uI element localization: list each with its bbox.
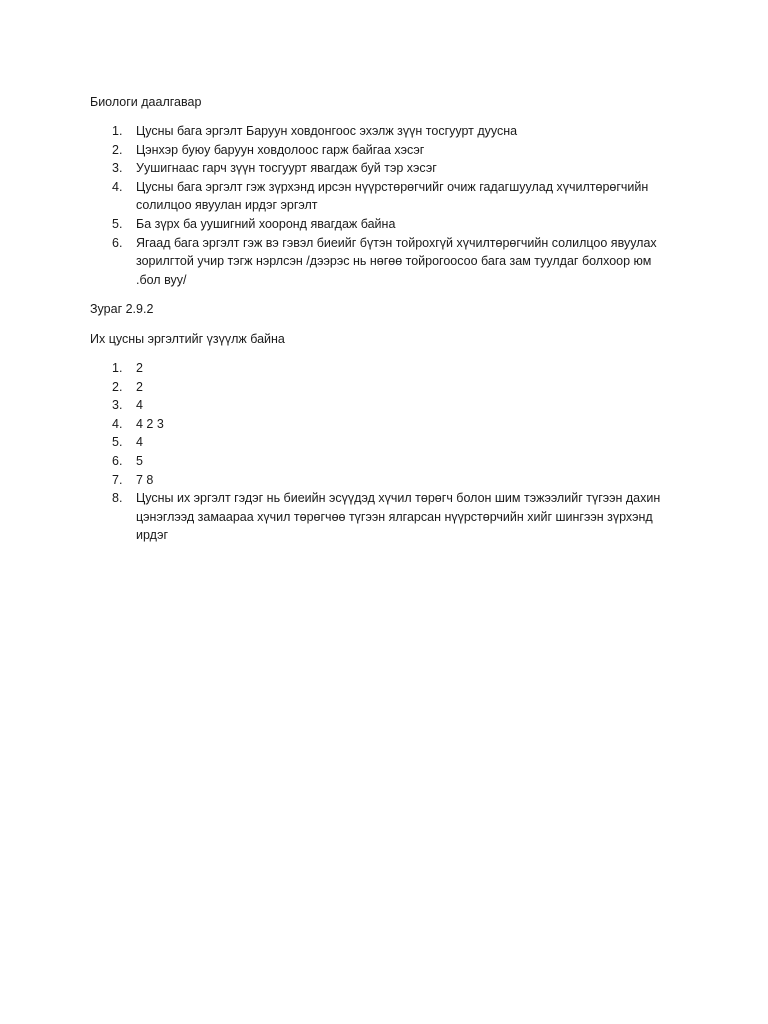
list-item-number: 8. bbox=[112, 491, 123, 506]
section-subtitle: Их цусны эргэлтийг үзүүлж байна bbox=[90, 332, 285, 346]
list-item-number: 6. bbox=[112, 453, 123, 468]
figure-label: Зураг 2.9.2 bbox=[90, 302, 154, 316]
list-item-text: Цэнхэр буюу баруун ховдолоос гарж байгаа хэсэг bbox=[136, 142, 425, 157]
list-item-number: 1. bbox=[112, 124, 123, 138]
list-item bbox=[112, 141, 672, 160]
list-item bbox=[112, 433, 672, 452]
list-item-text: 5 bbox=[136, 453, 143, 468]
list-item-text: Ба зүрх ба уушигний хооронд явагдаж байна bbox=[136, 216, 396, 231]
list-item-text: 4 bbox=[136, 398, 143, 413]
list-item bbox=[112, 415, 672, 434]
answer-list-2 bbox=[112, 359, 672, 545]
list-item-number: 5. bbox=[112, 435, 123, 450]
list-item bbox=[112, 159, 672, 178]
list-item bbox=[112, 359, 672, 378]
list-item bbox=[112, 471, 672, 490]
list-item-text: 4 bbox=[136, 435, 143, 450]
list-item-number: 4. bbox=[112, 416, 123, 431]
list-item-number: 2. bbox=[112, 142, 123, 157]
list-item-text: 4 2 3 bbox=[136, 416, 164, 431]
list-item-text: 2 bbox=[136, 379, 143, 394]
list-item-number: 1. bbox=[112, 361, 123, 375]
list-item-text: Цусны их эргэлт гэдэг нь биеийн эсүүдэд хүчил төрөгч болон шим тэжээлийг түгээн дахин цэнэглээд замаараа хүчил төрөгчөө түгээн ялгарсан нүүрстөрчийн хийг шингээн зүрхэнд ирдэг bbox=[136, 491, 661, 543]
list-item-text: Цусны бага эргэлт гэж зүрхэнд ирсэн нүүрстөрөгчийг очиж гадагшуулад хүчилтөрөгчийн солилцоо явуулан ирдэг эргэлт bbox=[136, 179, 649, 213]
list-item-text: 7 8 bbox=[136, 472, 154, 487]
list-item bbox=[112, 378, 672, 397]
list-item bbox=[112, 452, 672, 471]
list-item bbox=[112, 215, 672, 234]
list-item-text: Ягаад бага эргэлт гэж вэ гэвэл биеийг бүтэн тойрохгүй хүчилтөрөгчийн солилцоо явуулах зорилгтой учир тэгж нэрлсэн /дээрэс нь нөгөө тойрогоосоо бага зам туулдаг болхоор юм .бол вуу/ bbox=[136, 235, 657, 287]
list-item-text: Уушигнаас гарч зүүн тосгуурт явагдаж буй тэр хэсэг bbox=[136, 161, 437, 176]
list-item bbox=[112, 122, 672, 141]
answer-list-1 bbox=[112, 122, 672, 289]
list-item-number: 6. bbox=[112, 235, 123, 250]
list-item-text: 2 bbox=[136, 361, 143, 375]
list-item bbox=[112, 489, 672, 545]
list-item-text: Цусны бага эргэлт Баруун ховдонгоос эхэлж зүүн тосгуурт дуусна bbox=[136, 124, 518, 138]
list-item-number: 4. bbox=[112, 179, 123, 194]
list-item bbox=[112, 178, 672, 215]
list-item-number: 7. bbox=[112, 472, 123, 487]
list-item bbox=[112, 396, 672, 415]
list-item-number: 5. bbox=[112, 216, 123, 231]
list-item-number: 3. bbox=[112, 398, 123, 413]
list-item-number: 2. bbox=[112, 379, 123, 394]
list-item bbox=[112, 234, 672, 290]
list-item-number: 3. bbox=[112, 161, 123, 176]
document-title: Биологи даалгавар bbox=[90, 95, 202, 109]
